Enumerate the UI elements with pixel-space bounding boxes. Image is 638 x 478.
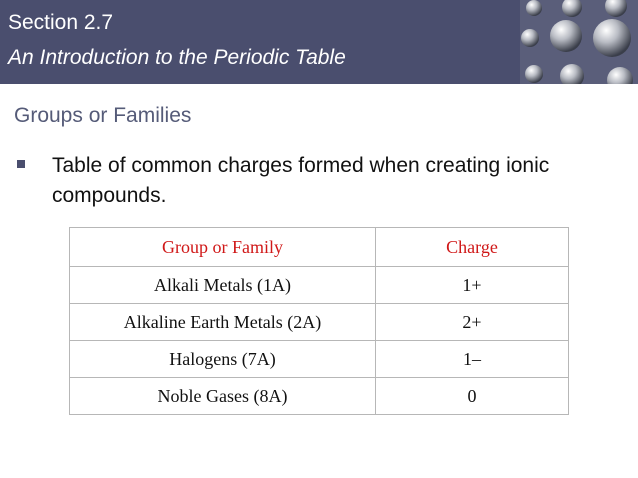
table-row bbox=[70, 267, 569, 304]
section-title: An Introduction to the Periodic Table bbox=[8, 46, 346, 69]
cell-charge: 1+ bbox=[376, 267, 569, 304]
table-row bbox=[70, 378, 569, 415]
slide-header bbox=[0, 0, 638, 84]
bullet-text: Table of common charges formed when creating ionic compounds. bbox=[52, 154, 550, 207]
metallic-spheres-icon bbox=[520, 0, 638, 84]
cell-charge: 0 bbox=[376, 378, 569, 415]
slide-subtitle: Groups or Families bbox=[14, 104, 192, 127]
cell-charge: 2+ bbox=[376, 304, 569, 341]
cell-charge: 1– bbox=[376, 341, 569, 378]
cell-group: Alkaline Earth Metals (2A) bbox=[70, 304, 376, 341]
cell-group: Alkali Metals (1A) bbox=[70, 267, 376, 304]
cell-group: Halogens (7A) bbox=[70, 341, 376, 378]
section-number: Section 2.7 bbox=[8, 11, 114, 34]
square-bullet-icon bbox=[17, 160, 25, 168]
cell-group: Noble Gases (8A) bbox=[70, 378, 376, 415]
table-row bbox=[70, 304, 569, 341]
column-header-group: Group or Family bbox=[70, 228, 376, 267]
table-header-row bbox=[70, 228, 569, 267]
table-row bbox=[70, 341, 569, 378]
charges-table bbox=[69, 227, 569, 415]
column-header-charge: Charge bbox=[376, 228, 569, 267]
